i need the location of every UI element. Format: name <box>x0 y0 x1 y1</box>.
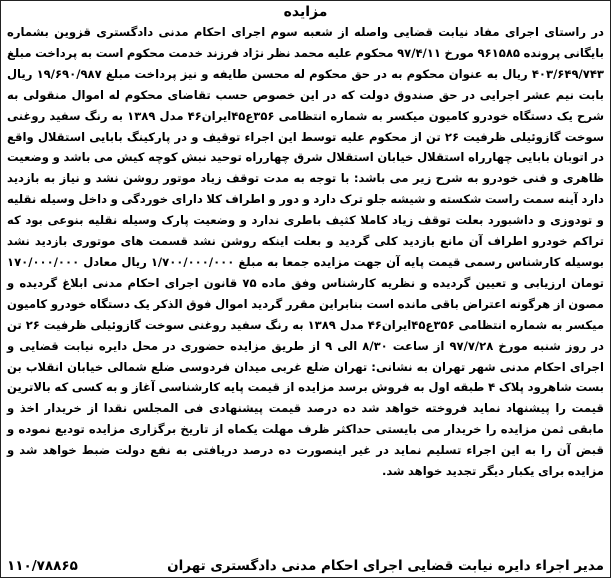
notice-code: ۱۱۰/۷۸۸۶۵ <box>7 558 78 574</box>
notice-body: در راستای اجرای مفاد نیابت قضایی واصله از شعبه سوم اجرای احکام مدنی دادگستری قزوین بشماره بایگانی پرونده ۹۶۱۵۸۵ مورخ ۹۷/۴/۱۱ محکوم علیه محمد نظر نژاد فرزند خدمت محکوم است به پرداخت مبلغ ۴۰۳/۶۴۹/۷۴۳ ریال به عنوان محکوم به در حق محکوم له محسن طایفه و نیز پرداخت مبلغ ۱۹/۶۹۰/۹۸۷ ریال بابت نیم عشر اجرایی در حق صندوق دولت که در این خصوص حسب تقاضای محکوم له اموال منقولی به شرح یک دستگاه خودرو کامیون میکسر به شماره انتظامی ۳۵۶ع۴۵ایران۴۶ مدل ۱۳۸۹ به رنگ سفید روغنی سوخت گازوئیلی ظرفیت ۲۶ تن از محکوم علیه توسط این اجراء توقیف و در پارکینگ بابایی استقلال واقع در اتوبان بابایی چهارراه استقلال خیابان استقلال شرق چهارراه توحید نبش کوچه کیش می باشد و وضعیت ظاهری و فنی خودرو به شرح زیر می باشد: با توجه به مدت توقف زیاد موتور روشن نشد و نیاز به بازدید دارد آینه سمت راست شکسته و شیشه جلو ترک دارد و دور و اطراف کلا دارای خوردگی و داخل وسیله نقلیه و تودوزی و داشبورد بعلت توقف زیاد کاملا کثیف باطری ندارد و وضعیت پارک وسیله نقلیه بنوعی بود که تراکم خودرو اطراف آن مانع بازدید کلی گردید و بعلت اینکه روشن نشد قسمت های موتوری بازدید نشد بوسیله کارشناس رسمی قیمت پایه آن جهت مزایده جمعا به مبلغ ۱/۷۰۰/۰۰۰/۰۰۰ ریال معادل ۱۷۰/۰۰۰/۰۰۰ تومان ارزیابی و تعیین گردیده و نظریه کارشناس وفق ماده ۷۵ قانون اجرای احکام مدنی ابلاغ گردیده و مصون از هرگونه اعتراض باقی مانده است بنابراین مقرر گردید اموال فوق الذکر یک دستگاه خودرو کامیون میکسر به شماره انتظامی ۳۵۶ع۴۵ایران۴۶ مدل ۱۳۸۹ به رنگ سفید روغنی سوخت گازوئیلی ظرفیت ۲۶ تن در روز شنبه مورخ ۹۷/۷/۲۸ از ساعت ۸/۳۰ الی ۹ از طریق مزایده حضوری در محل دایره نیابت قضایی و اجرای احکام مدنی شهر تهران به نشانی: تهران ضلع غربی میدان فردوسی ضلع شمالی خیابان انقلاب بن بست شاهرود پلاک ۴ طبقه اول به فروش برسد مزایده از قیمت پایه کارشناسی آغاز و به کسی که بالاترین قیمت را پیشنهاد نماید فروخته خواهد شد ده درصد قیمت پیشنهادی فی المجلس نقدا از خریدار اخذ و مابقی ثمن مزایده را خریدار می بایستی حداکثر ظرف مهلت یکماه از تاریخ برگزاری مزایده تودیع نموده و قبض آن را به این اجراء تسلیم نماید در غیر اینصورت ده درصد دریافتی به نفع دولت ضبط خواهد شد و مزایده برای یکبار دیگر تجدید خواهد شد. <box>7 25 604 479</box>
notice-footer <box>7 558 604 574</box>
signature-line: مدیر اجراء دایره نیابت قضایی اجرای احکام مدنی دادگستری تهران <box>167 558 604 574</box>
notice-title: مزایده <box>283 4 328 20</box>
